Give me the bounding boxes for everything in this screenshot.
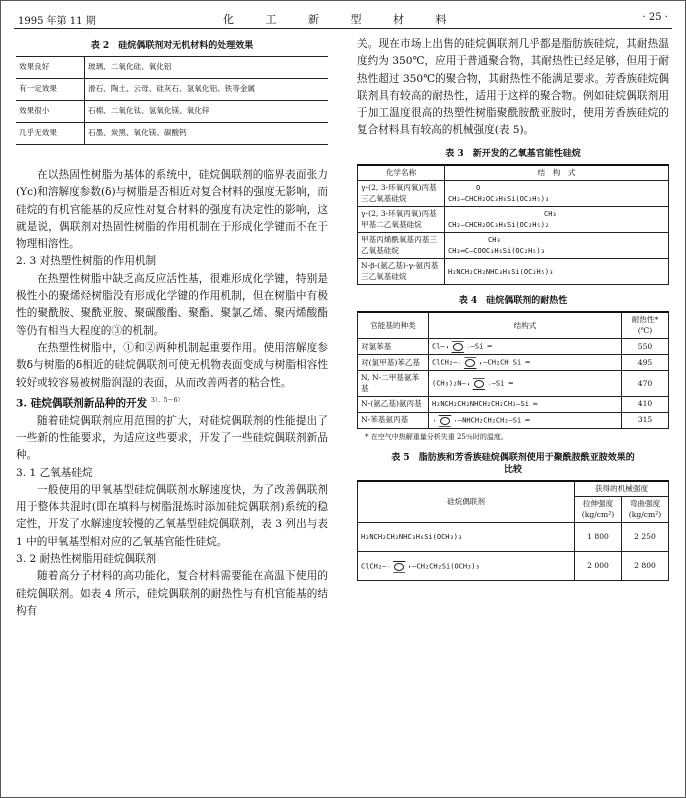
table-row (16, 123, 328, 145)
table-cell: N-(氨乙基)氨丙基 (358, 397, 429, 413)
formula-prefix: ClCH₂— (361, 562, 387, 571)
table-cell: N, N-二甲基氨苯基 (358, 371, 429, 397)
paragraph: 随着高分子材料的高功能化，复合材料需要能在高温下使用的硅烷偶联剂。如表 4 所示，硅烷偶联剂的耐热性与有机官能基的结构有 (16, 570, 328, 617)
table3-caption: 表 3 新开发的乙氧基官能性硅烷 (445, 148, 581, 159)
table-cell: 效果良好 (16, 57, 85, 79)
table-header-cell: 获得的机械强度 (575, 481, 669, 497)
paragraph: 关。现在市场上出售的硅烷偶联剂几乎都是脂肪族硅烷，其耐热温度约为 350℃，应用于普通聚合物，其耐热性已经足够，但用于耐热性超过 350℃的聚合物，其耐热性不能满足要求。芳香族硅烷偶联剂具有较高的耐热性，适用于这样的聚合物。例如硅烷偶联剂用于加工温度很高的热塑性树脂聚酰胺酰亚胺时，使用芳香族硅烷的复合材料具有较高的机械强度(表 5)。 (357, 38, 669, 137)
section-title: 3. 硅烷偶联剂新品种的开发 (16, 397, 148, 410)
benzene-ring-icon (386, 561, 412, 572)
table4 (357, 311, 669, 429)
formula-suffix: —NHCH₂CH₂CH₂—Si ═ (458, 416, 530, 425)
table-cell: 对(氯甲基)苯乙基 (358, 355, 429, 371)
formula: H₂NCH₂CH₂NHC₃H₆Si(OC₂H₅)₃ (448, 267, 554, 276)
section-heading: 3. 1 乙氧基硅烷 (16, 466, 93, 479)
tensile-strength-value: 1 800 (575, 523, 622, 552)
table-header-cell: 硅烷偶联剂 (358, 481, 575, 523)
formula-superscript: CH₃ (544, 210, 557, 219)
table-row (16, 57, 328, 79)
formula-cell (429, 412, 622, 428)
formula-suffix: —CH₂CH₂Si(OCH₃)₃ (412, 562, 480, 571)
formula-cell (445, 181, 669, 207)
table-row (358, 397, 669, 413)
formula-suffix: —Si ═ (470, 342, 492, 351)
formula-cell (445, 259, 669, 285)
table-cell: γ-(2, 3-环氧丙氧)丙基甲基二乙氧基硅烷 (358, 207, 445, 233)
journal-title: 化 工 新 型 材 料 (223, 13, 461, 26)
table-header-row (358, 165, 669, 181)
heat-resistance-value: 550 (622, 339, 669, 355)
table2-caption: 表 2 硅烷偶联剂对无机材料的处理效果 (90, 41, 254, 51)
table-cell: 几乎无效果 (16, 123, 85, 145)
table-row (358, 339, 669, 355)
formula: H₂NCH₂CH₂NHCH₂CH₂CH₂—Si ═ (432, 400, 538, 409)
heat-resistance-value: 470 (622, 371, 669, 397)
flexural-strength-value: 2 800 (622, 552, 669, 581)
formula: CH₂—CHCH₂OC₃H₆Si(OC₂H₅)₂ (448, 220, 550, 229)
paragraph: 一般使用的甲氧基型硅烷偶联剂水解速度快，为了改善偶联剂用于整体共混时(即在填料与树脂混炼时添加硅烷偶联剂)系统的稳定性，开发了水解速度较慢的乙氧基型硅烷偶联剂，表 3 列出与表 1 中的甲氧基型相对应的乙氧基官能性硅烷。 (16, 483, 328, 548)
formula-cell (429, 355, 622, 371)
formula-prefix: (CH₃)₂N— (432, 379, 466, 388)
table-row (358, 233, 669, 259)
table-cell: 玻璃、二氧化硅、氧化铝 (85, 57, 329, 79)
paragraph: 在以热固性树脂为基体的系统中，硅烷偶联剂的临界表面张力(Yc)和溶解度参数(δ)与树脂是否相近对复合材料的强度无影响，而硅烷的有机官能基的反应性对复合材料的强度有决定性的影响，这就是说，偶联剂对热固性树脂的作用机制在于形成化学键而不在于物理相溶性。 (16, 169, 328, 251)
table5-caption: 表 5 脂肪族和芳香族硅烷偶联剂使用于聚酰胺酰亚胺效果的比较 (391, 452, 635, 475)
section-heading (16, 392, 328, 413)
heat-resistance-value: 410 (622, 397, 669, 413)
table-header-cell: 拉伸强度(kg/cm²) (575, 497, 622, 523)
table-row (358, 355, 669, 371)
heat-resistance-value: 495 (622, 355, 669, 371)
left-column (16, 36, 328, 620)
table-cell: N-β-(氨乙基)-γ-氨丙基三乙氧基硅烷 (358, 259, 445, 285)
issue-label: 1995 年第 11 期 (18, 16, 96, 27)
formula-cell (429, 339, 622, 355)
formula: CH₂═C—COOC₃H₆Si(OC₂H₅)₃ (448, 246, 545, 255)
benzene-ring-icon (445, 341, 471, 352)
table-header-row (358, 312, 669, 339)
table-row (16, 101, 328, 123)
table-cell: 有一定效果 (16, 79, 85, 101)
formula-cell (445, 233, 669, 259)
table-header-row (358, 481, 669, 497)
table-header-cell: 化学名称 (358, 165, 445, 181)
table-header-cell: 耐热性*(℃) (622, 312, 669, 339)
table-cell: N-苯基氨丙基 (358, 412, 429, 428)
table-row (358, 181, 669, 207)
table-cell: 甲基丙烯酰氧基丙基三乙氧基硅烷 (358, 233, 445, 259)
formula-cell: H₂NCH₂CH₂NHC₃H₆Si(OCH₃)₃ (358, 523, 575, 552)
benzene-ring-icon (466, 378, 492, 389)
heat-resistance-value: 315 (622, 412, 669, 428)
table-cell: 石棉、二氧化钛、氢氧化镁、氧化锌 (85, 101, 329, 123)
table-row (358, 259, 669, 285)
table-cell: 对氯苯基 (358, 339, 429, 355)
formula-cell (429, 397, 622, 413)
reference-marker: 3）、5～6） (150, 396, 184, 404)
table-cell: 滑石、陶土、云母、硅灰石、氢氧化铝、铁等金属 (85, 79, 329, 101)
formula-superscript: O (476, 184, 481, 193)
page-number: · 25 · (642, 12, 668, 23)
table-row (358, 371, 669, 397)
table-row (358, 552, 669, 581)
paragraph: 在热塑性树脂中，①和②两种机制起重要作用。使用溶解度参数δ与树脂的δ相近的硅烷偶联剂可使无机物表面变成与树脂相容性较好或较容易被树脂润湿的表面，从而改善两者的粘合性。 (16, 341, 328, 389)
tensile-strength-value: 2 000 (575, 552, 622, 581)
formula: CH₂—CHCH₂OC₃H₆Si(OC₂H₅)₃ (448, 194, 550, 203)
table5 (357, 480, 669, 582)
table-cell: 石墨、炭黑、氧化镁、碳酸钙 (85, 123, 329, 145)
formula-cell (445, 207, 669, 233)
table-row (358, 523, 669, 552)
right-column (357, 36, 669, 581)
formula-suffix: —Si ═ (491, 379, 513, 388)
formula-cell (358, 552, 575, 581)
formula-superscript: CH₃ (488, 236, 501, 245)
table-row (358, 207, 669, 233)
benzene-ring-icon (432, 415, 458, 426)
table-row (16, 79, 328, 101)
formula-cell (429, 371, 622, 397)
section-heading: 3. 2 耐热性树脂用硅烷偶联剂 (16, 553, 157, 566)
benzene-ring-icon (457, 357, 483, 368)
flexural-strength-value: 2 250 (622, 523, 669, 552)
table-header-cell: 弯曲强度(kg/cm²) (622, 497, 669, 523)
table4-footnote: * 在空气中热解重量分析失重 25％时的温度。 (365, 432, 508, 441)
paragraph: 随着硅烷偶联剂应用范围的扩大，对硅烷偶联剂的性能提出了一些新的性能要求，为适应这些要求，开发了一些硅烷偶联剂新品种。 (16, 414, 328, 462)
paragraph: 在热塑性树脂中缺乏高反应活性基，很难形成化学键，特别是极性小的聚烯烃树脂没有形成化学键的作用机制，但在树脂中有极性的聚酰胺、聚酰亚胺、聚碳酸酯、聚酯、聚氯乙烯、聚丙烯酸酯等仍有相当大程度的③的机制。 (16, 272, 328, 337)
table2 (16, 56, 328, 145)
table-cell: 效果很小 (16, 101, 85, 123)
table4-caption: 表 4 硅烷偶联剂的耐热性 (458, 296, 568, 307)
formula-prefix: ClCH₂— (432, 358, 458, 367)
table-header-cell: 官能基的种类 (358, 312, 429, 339)
running-header (18, 10, 668, 28)
section-heading: 2. 3 对热塑性树脂的作用机制 (16, 255, 157, 268)
formula-prefix: Cl— (432, 342, 445, 351)
table3 (357, 164, 669, 286)
table-header-cell: 结构式 (429, 312, 622, 339)
table-header-cell: 结 构 式 (445, 165, 669, 181)
table-cell: γ-(2, 3-环氧丙氧)丙基三乙氧基硅烷 (358, 181, 445, 207)
table-row (358, 412, 669, 428)
header-rule (14, 28, 672, 29)
formula-suffix: —CH₂CH Si ═ (483, 358, 530, 367)
